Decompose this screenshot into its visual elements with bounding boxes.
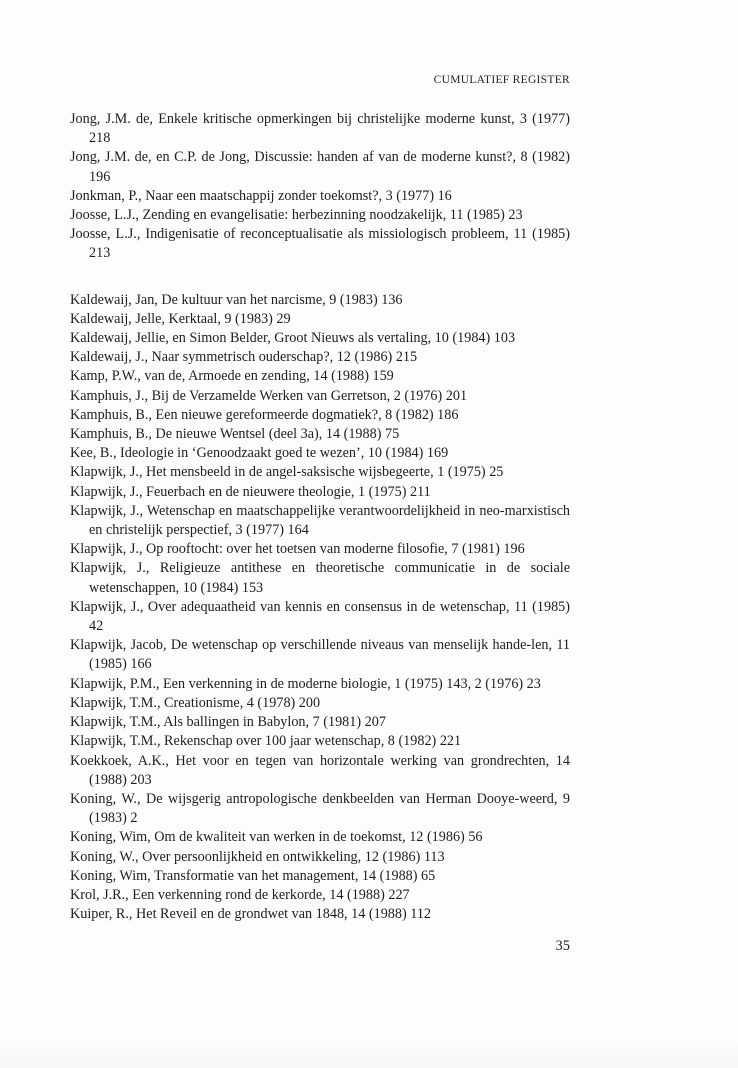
index-entry: Klapwijk, J., Op rooftocht: over het toetsen van moderne filosofie, 7 (1981) 196 bbox=[70, 541, 525, 558]
page-number: 35 bbox=[555, 938, 570, 954]
index-entry: Klapwijk, T.M., Rekenschap over 100 jaar wetenschap, 8 (1982) 221 bbox=[70, 733, 462, 750]
scan-edge bbox=[0, 1036, 738, 1068]
index-entry: Jonkman, P., Naar een maatschappij zonder toekomst?, 3 (1977) 16 bbox=[70, 187, 452, 204]
index-group-j bbox=[70, 110, 570, 264]
index-entry: Kamphuis, J., Bij de Verzamelde Werken van Gerretson, 2 (1976) 201 bbox=[70, 387, 468, 404]
index-entry: Klapwijk, J., Religieuze antithese en theoretische communicatie in de sociale wetenschappen, 10 (1984) 153 bbox=[70, 560, 570, 596]
index-entry: Kaldewaij, Jan, De kultuur van het narcisme, 9 (1983) 136 bbox=[70, 291, 403, 308]
index-entry: Krol, J.R., Een verkenning rond de kerkorde, 14 (1988) 227 bbox=[70, 886, 410, 903]
index-group-k bbox=[70, 291, 570, 925]
index-entry: Koning, W., De wijsgerig antropologische denkbeelden van Herman Dooye-weerd, 9 (1983) 2 bbox=[70, 790, 570, 827]
index-entry: Koning, Wim, Transformatie van het management, 14 (1988) 65 bbox=[70, 867, 436, 884]
index-entry: Jong, J.M. de, en C.P. de Jong, Discussie: handen af van de moderne kunst?, 8 (1982) 196 bbox=[70, 149, 570, 185]
index-entry: Kuiper, R., Het Reveil en de grondwet van 1848, 14 (1988) 112 bbox=[70, 906, 432, 923]
index-entry: Kaldewaij, Jellie, en Simon Belder, Groot Nieuws als vertaling, 10 (1984) 103 bbox=[70, 330, 516, 347]
index-entry: Koning, Wim, Om de kwaliteit van werken in de toekomst, 12 (1986) 56 bbox=[70, 829, 483, 846]
index-entry: Kaldewaij, Jelle, Kerktaal, 9 (1983) 29 bbox=[70, 310, 291, 327]
index-entry: Klapwijk, P.M., Een verkenning in de moderne biologie, 1 (1975) 143, 2 (1976) 23 bbox=[70, 675, 541, 692]
index-entry: Kaldewaij, J., Naar symmetrisch ouderschap?, 12 (1986) 215 bbox=[70, 349, 418, 366]
running-head: CUMULATIEF REGISTER bbox=[433, 74, 570, 86]
index-entry: Koekkoek, A.K., Het voor en tegen van horizontale werking van grondrechten, 14 (1988) 203 bbox=[70, 752, 570, 788]
index-entry: Koning, W., Over persoonlijkheid en ontwikkeling, 12 (1986) 113 bbox=[70, 848, 445, 865]
index-entry: Klapwijk, J., Over adequaatheid van kennis en consensus in de wetenschap, 11 (1985) 42 bbox=[70, 598, 570, 635]
index-entry: Joosse, L.J., Zending en evangelisatie: herbezinning noodzakelijk, 11 (1985) 23 bbox=[70, 207, 523, 224]
index-entry: Klapwijk, T.M., Creationisme, 4 (1978) 200 bbox=[70, 694, 321, 711]
index-entry: Kamphuis, B., Een nieuwe gereformeerde dogmatiek?, 8 (1982) 186 bbox=[70, 406, 459, 423]
index-entry: Klapwijk, J., Feuerbach en de nieuwere theologie, 1 (1975) 211 bbox=[70, 483, 431, 500]
index-entry: Klapwijk, T.M., Als ballingen in Babylon, 7 (1981) 207 bbox=[70, 714, 386, 731]
index-entries bbox=[70, 110, 570, 924]
index-entry: Klapwijk, J., Wetenschap en maatschappelijke verantwoordelijkheid in neo-marxistisch en christelijk perspectief, 3 (1977) 164 bbox=[70, 502, 570, 539]
index-entry: Klapwijk, Jacob, De wetenschap op verschillende niveaus van menselijk hande-len, 11 (1985) 166 bbox=[70, 637, 570, 673]
index-entry: Kamp, P.W., van de, Armoede en zending, 14 (1988) 159 bbox=[70, 368, 394, 385]
index-entry: Joosse, L.J., Indigenisatie of reconceptualisatie als missiologisch probleem, 11 (1985) 213 bbox=[70, 226, 570, 262]
index-entry: Klapwijk, J., Het mensbeeld in de angel-saksische wijsbegeerte, 1 (1975) 25 bbox=[70, 464, 504, 481]
index-entry: Kamphuis, B., De nieuwe Wentsel (deel 3a), 14 (1988) 75 bbox=[70, 426, 400, 443]
index-entry: Kee, B., Ideologie in ‘Genoodzaakt goed te wezen’, 10 (1984) 169 bbox=[70, 445, 449, 462]
index-entry: Jong, J.M. de, Enkele kritische opmerkingen bij christelijke moderne kunst, 3 (1977) 218 bbox=[70, 111, 570, 147]
